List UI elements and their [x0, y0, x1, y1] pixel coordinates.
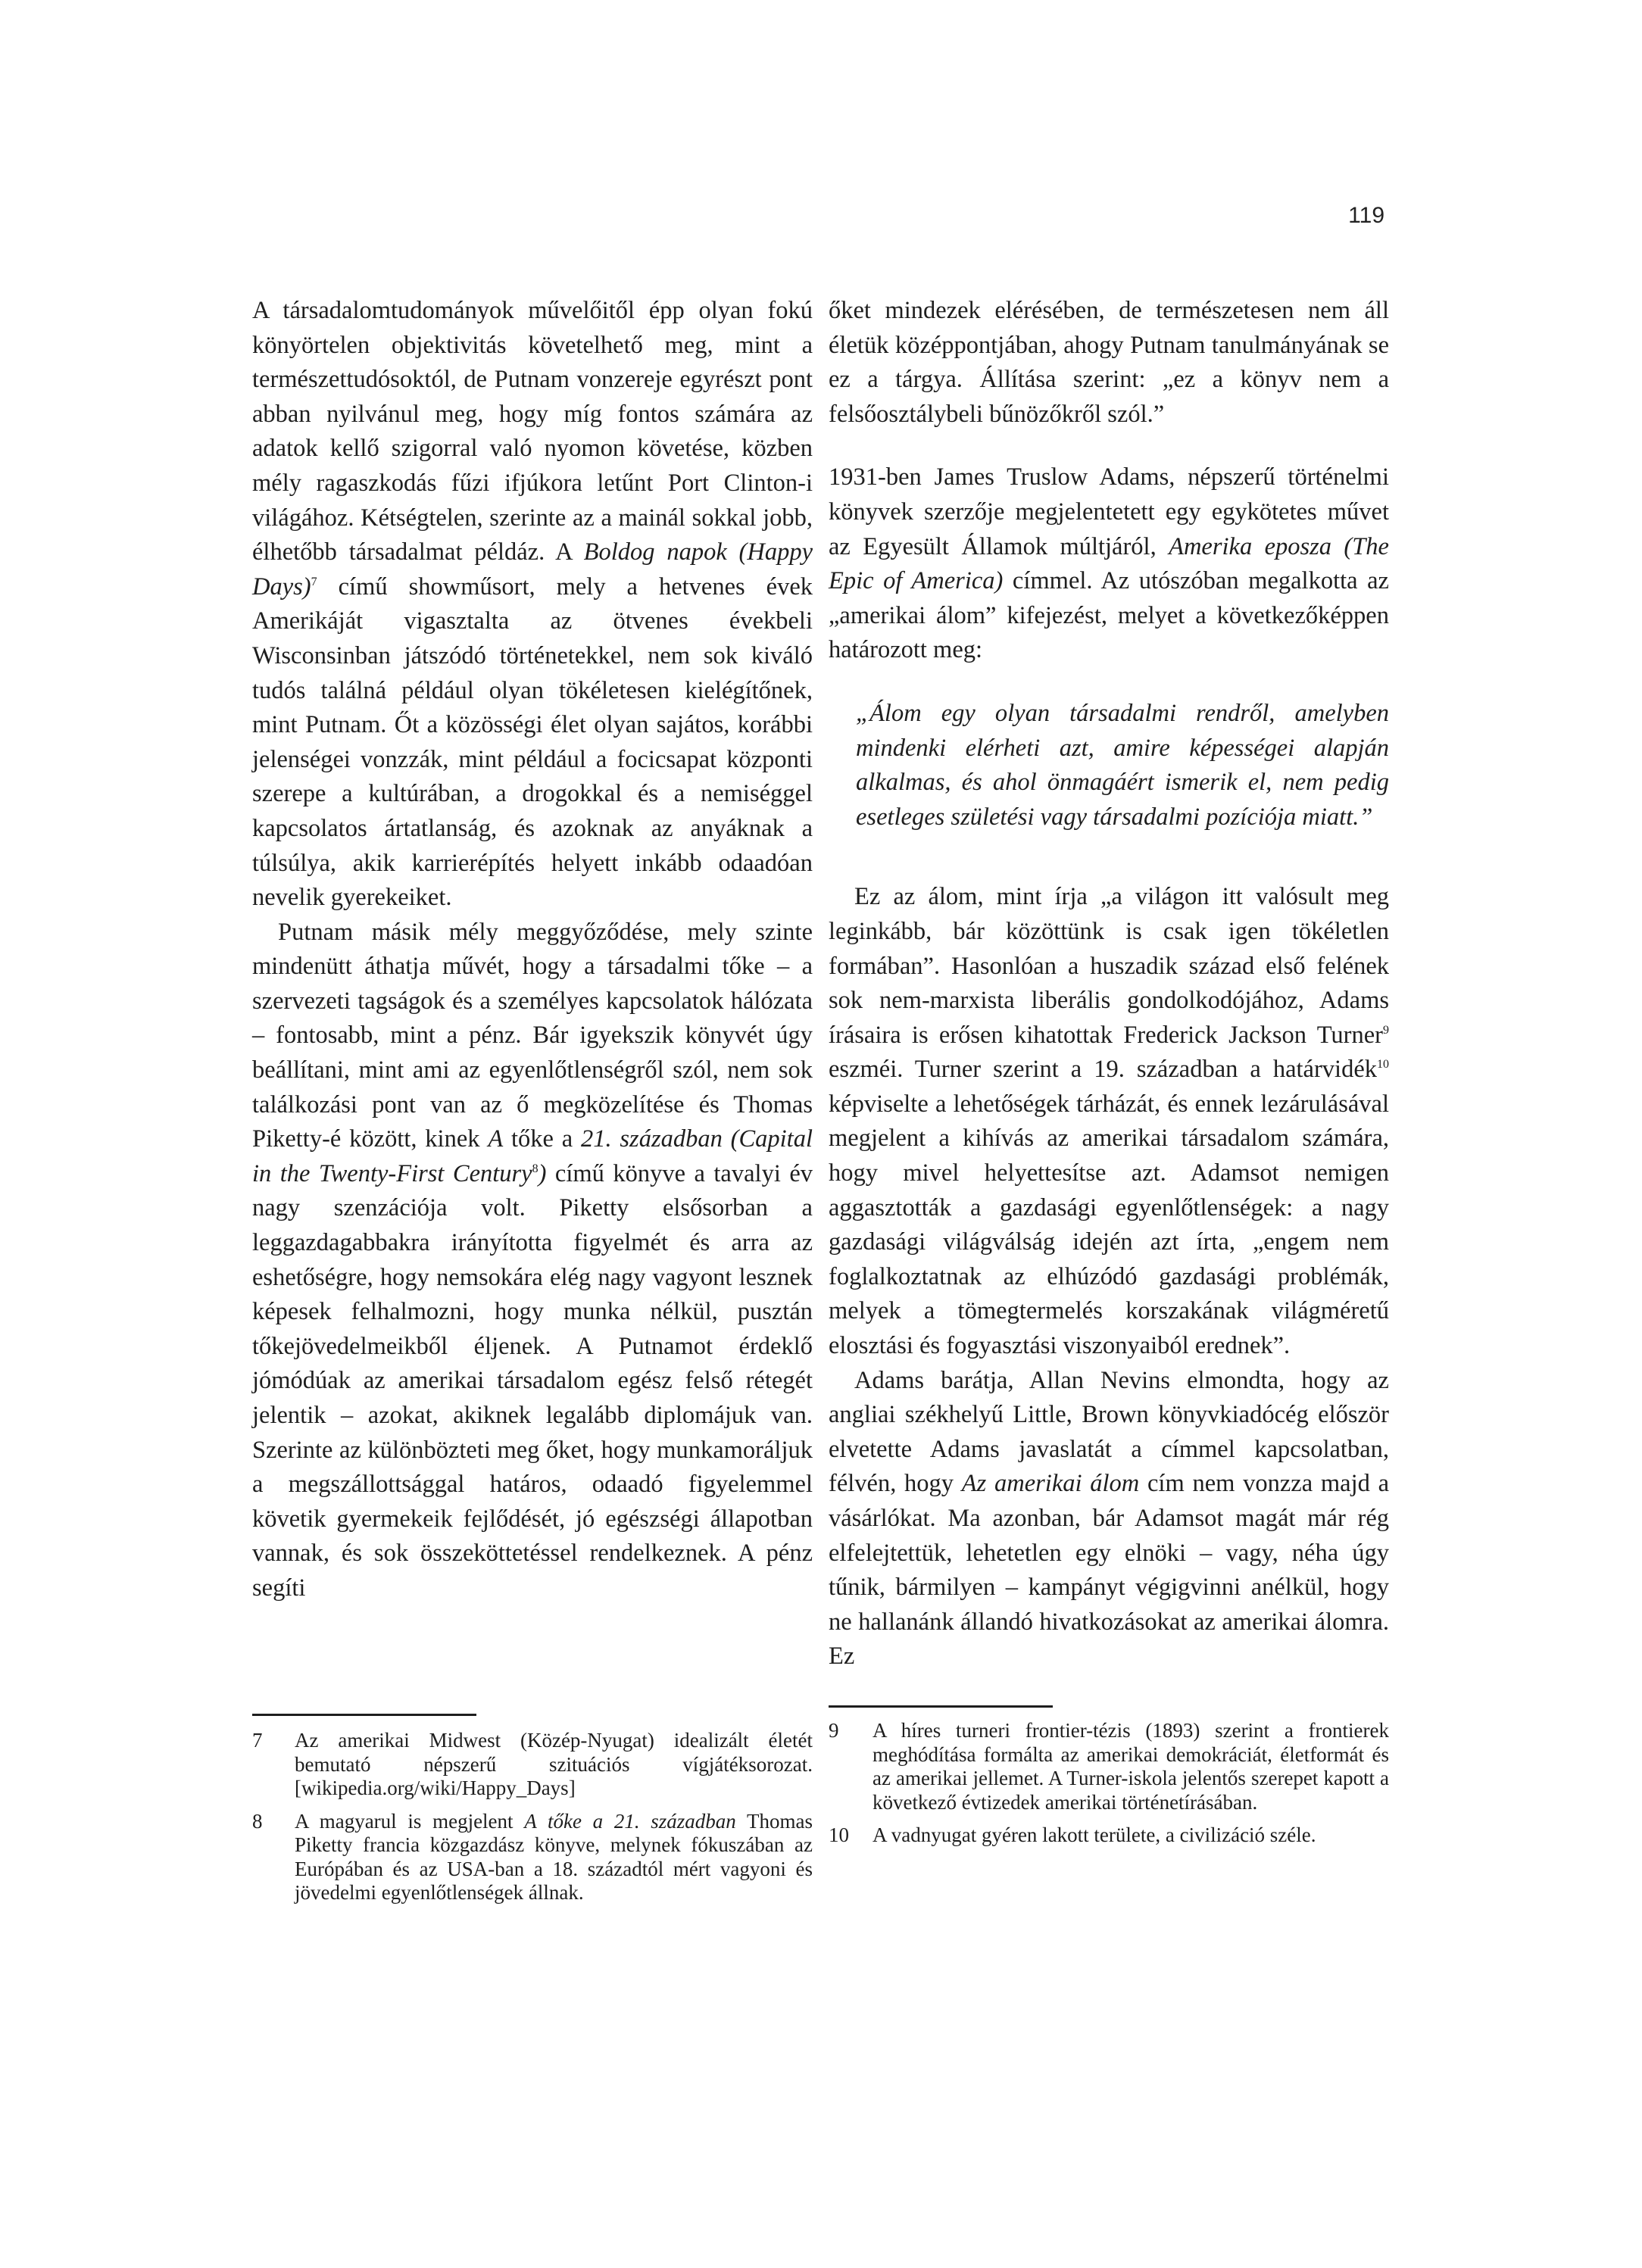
- footnote: [252, 1729, 813, 1801]
- footnote-ref: 7: [311, 575, 317, 588]
- page-number: 119: [1348, 203, 1384, 228]
- text-run: cím nem vonzza majd a vásárlókat. Ma azonban, bár Adamsot magát már rég elfelejtettük, lehetetlen egy elnöki – vagy, néha úgy tűnik, bármilyen – kampányt végigvinni anélkül, hogy ne hallanánk állandó hivatkozásokat az amerikai álomra. Ez: [829, 1470, 1390, 1671]
- footnote-separator: [829, 1705, 1053, 1708]
- text-run: címmel. Az utószóban megalkotta az „amerikai álom” kifejezést, melyet a következőképpen határozott meg:: [829, 567, 1389, 664]
- footnote-text: [295, 1729, 813, 1799]
- text-run: A társadalomtudományok művelőitől épp olyan fokú könyörtelen objektivitás követelhető meg, mint a természettudósoktól, de Putnam vonzereje egyrészt pont abban nyilvánul meg, hogy míg fontos számára az adatok kellő szigorral való nyomon követése, közben mély ragaszkodás fűzi ifjúkora letűnt Port Clinton-i világához. Kétségtelen, szerinte az a mainál sokkal jobb, élhetőbb társadalmat példáz. A: [252, 297, 813, 566]
- text-run: Putnam másik mély meggyőződése, mely szinte mindenütt áthatja művét, hogy a társadalmi tőke – a szervezeti tagságok és a személyes kapcsolatok hálózata – fontosabb, mint a pénz. Bár igyekszik könyvét úgy beállítani, mint ami az egyenlőtlenségről szól, nem sok találkozási pont van az ő megközelítése és Thomas Piketty-é között, kinek: [252, 918, 813, 1153]
- footnote-number: 9: [829, 1719, 839, 1742]
- text-run: Ez az álom, mint írja „a világon itt valósult meg leginkább, bár közöttünk is csak igen tökéletlen formában”. Hasonlóan a huszadik század első felének sok nem-marxista liberális gondolkodójához, Adams írásaira is erősen kihatottak Frederick Jackson Turner: [829, 883, 1389, 1049]
- text-run: őket mindezek elérésében, de természetesen nem áll életük középpontjában, ahogy Putnam tanulmányának se ez a tárgya. Állítása szerint: „ez a könyv nem a felsőosztálybeli bűnözőkről szól.”: [829, 297, 1389, 428]
- paragraph: [829, 1364, 1389, 1674]
- block-quote: [856, 697, 1389, 835]
- italic-text: Az amerikai álom: [961, 1470, 1140, 1498]
- footnote-ref: 9: [1383, 1023, 1389, 1037]
- italic-text: Boldog napok (Happy Days): [252, 538, 813, 601]
- footnote-text: [873, 1719, 1389, 1814]
- text-run: Adams barátja, Allan Nevins elmondta, hogy az angliai székhelyű Little, Brown könyvkiadócég először elvetette Adams javaslatát a címmel kapcsolatban, félvén, hogy: [829, 1366, 1389, 1498]
- footnote: [829, 1719, 1389, 1814]
- footnote-ref: 10: [1377, 1058, 1389, 1072]
- text-run: Az amerikai Midwest (Közép-Nyugat) idealizált életét bemutató népszerű szituációs vígjátéksorozat. [wikipedia.org/wiki/Happy_Days]: [295, 1729, 813, 1799]
- footnote: [252, 1810, 813, 1905]
- right-column: [829, 294, 1389, 1674]
- footnote-text: [295, 1810, 813, 1905]
- footnote-number: 8: [252, 1809, 263, 1833]
- italic-text: 21. században (Capital in the Twenty-First Century: [252, 1125, 813, 1187]
- paragraph: [252, 294, 813, 916]
- text-run: című showműsort, mely a hetvenes évek Amerikáját vigasztalta az ötvenes évekbeli Wisconsinban játszódó történetekkel, nem sok kiváló tudós találná például olyan tökéletesen kielégítőnek, mint Putnam. Őt a közösségi élet olyan sajátos, korábbi jelenségei vonzzák, mint például a focicsapat központi szerepe a kultúrában, a drogokkal és a nemiséggel kapcsolatos ártatlanság, és azoknak az anyáknak a túlsúlya, akik karrierépítés helyett inkább odaadóan nevelik gyerekeiket.: [252, 572, 813, 912]
- text-run: A vadnyugat gyéren lakott területe, a civilizáció széle.: [873, 1823, 1316, 1846]
- italic-text: A: [488, 1125, 504, 1153]
- text-run: 1931-ben James Truslow Adams, népszerű történelmi könyvek szerzője megjelentetett egy egykötetes művet az Egyesült Államok múltjáról,: [829, 463, 1389, 560]
- footnote-ref: 8: [532, 1162, 538, 1175]
- text-run: című könyve a tavalyi év nagy szenzációja volt. Piketty elsősorban a leggazdagabbakra irányította figyelmét és arra az eshetőségre, hogy nemsokára elég nagy vagyont lesznek képesek felhalmozni, hogy munka nélkül, pusztán tőkejövedelmeikből éljenek. A Putnamot érdeklő jómódúak az amerikai társadalom egész felső rétegét jelentik – azokat, akiknek legalább diplomájuk van. Szerinte az különbözteti meg őket, hogy munkamoráljuk a megszállottsággal határos, odaadó figyelemmel követik gyermekeik fejlődését, jó egészségi állapotban vannak, és sok összeköttetéssel rendelkeznek. A pénz segíti: [252, 1159, 813, 1602]
- paragraph: [829, 880, 1389, 1363]
- footnote-separator: [252, 1714, 476, 1716]
- text-run: Thomas Piketty francia közgazdász könyve, melynek fókuszában az Európában és az USA-ban a 18. századtól mért vagyoni és jövedelmi egyenlőtlenségek állnak.: [295, 1809, 813, 1904]
- paragraph: [829, 294, 1389, 432]
- text-run: A híres turneri frontier-tézis (1893) szerint a frontierek meghódítása formálta az amerikai demokráciát, életformát és az amerikai jellemet. A Turner-iskola jelentős szerepet kapott a következő évtizedek amerikai történetírásában.: [873, 1719, 1389, 1814]
- footnote-number: 7: [252, 1729, 263, 1752]
- text-run: eszméi. Turner szerint a 19. században a határvidék: [829, 1056, 1377, 1084]
- paragraph: [252, 916, 813, 1606]
- italic-text: Amerika eposza (The Epic of America): [829, 532, 1389, 595]
- footnote: [829, 1823, 1389, 1848]
- text-run: „Álom egy olyan társadalmi rendről, amelyben mindenki elérheti azt, amire képességei alapján alkalmas, és ahol önmagáért ismerik el, nem pedig esetleges születési vagy társadalmi pozíciója miatt.”: [856, 699, 1389, 831]
- text-run: tőke a: [503, 1125, 581, 1153]
- footnotes-right: [829, 1719, 1389, 1857]
- footnote-number: 10: [829, 1823, 849, 1846]
- footnote-text: [873, 1823, 1316, 1846]
- left-column: [252, 294, 813, 1606]
- italic-text: A tőke a 21. században: [524, 1809, 736, 1833]
- text-run: képviselte a lehetőségek tárházát, és ennek lezárulásával megjelent a kihívás az amerikai társadalom számára, hogy mivel helyettesítse azt. Adamsot nemigen aggasztották a gazdasági egyenlőtlenségek: a nagy gazdasági világválság idején azt írta, „engem nem foglalkoztatnak az elhúzódó gazdasági problémák, melyek a tömegtermelés korszakának világméretű elosztási és fogyasztási viszonyaiból erednek”.: [829, 1090, 1389, 1360]
- footnotes-left: [252, 1729, 813, 1914]
- text-run: A magyarul is megjelent: [295, 1809, 525, 1833]
- italic-text: ): [538, 1159, 547, 1187]
- paragraph: [829, 460, 1389, 668]
